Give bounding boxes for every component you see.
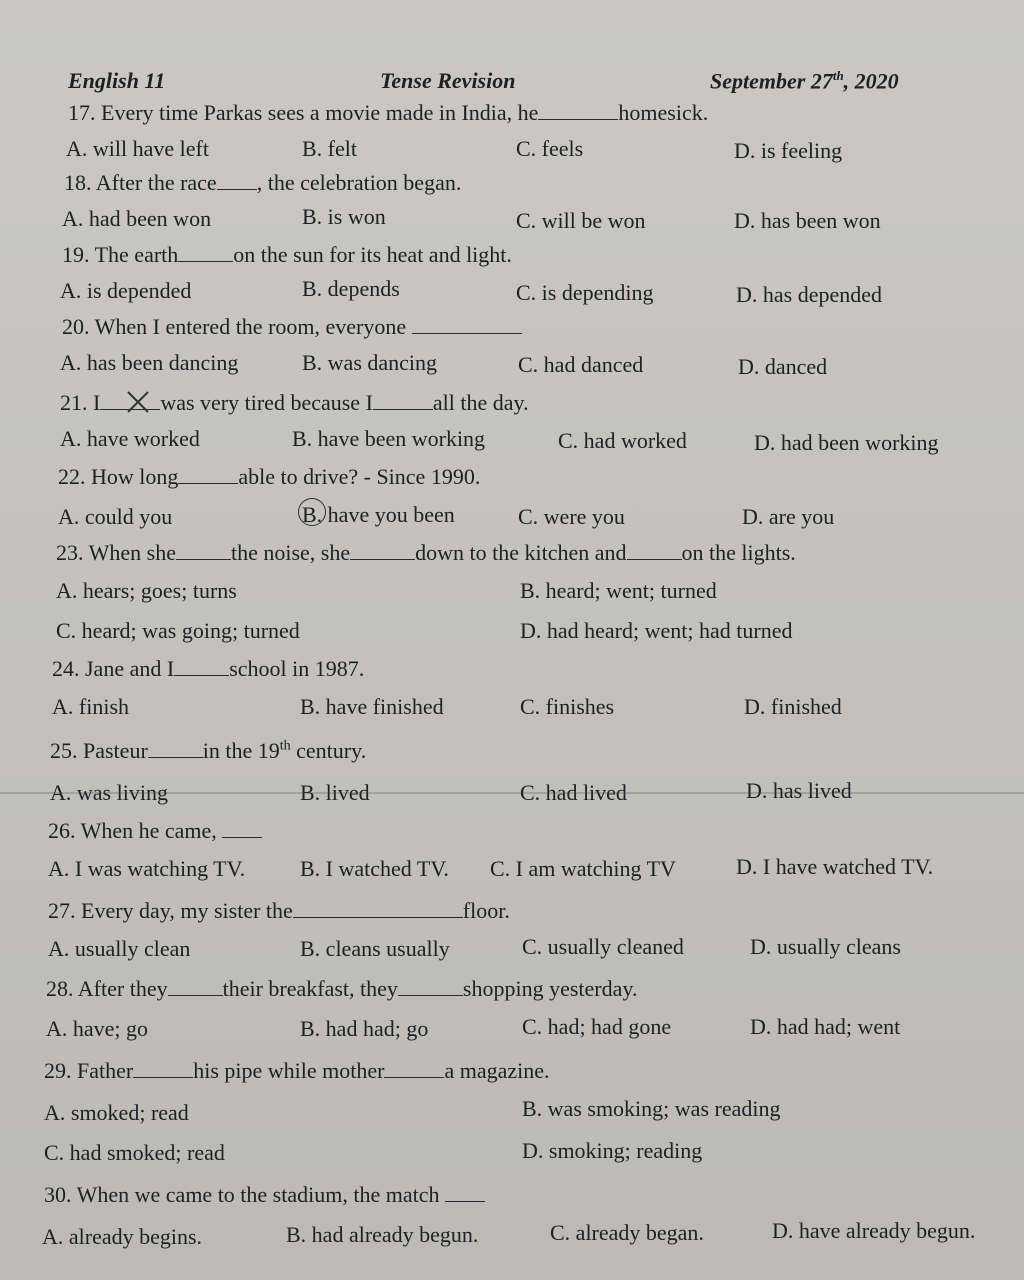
option-a[interactable]: A. hears; goes; turns [56, 578, 237, 603]
option-d[interactable]: D. has depended [736, 282, 883, 307]
option-b[interactable]: B. felt [302, 136, 357, 161]
option-c[interactable]: C. had worked [558, 428, 687, 453]
option-d[interactable]: D. had been working [754, 430, 939, 455]
option-c[interactable]: C. I am watching TV [490, 856, 676, 881]
question-25 [0, 738, 1024, 805]
option-a[interactable]: A. have; go [46, 1016, 149, 1041]
option-d[interactable]: D. has been won [734, 208, 881, 233]
option-b[interactable]: B. was dancing [302, 350, 438, 375]
option-a[interactable]: A. could you [58, 504, 173, 529]
paper-fold-line [0, 792, 1024, 794]
option-c[interactable]: C. were you [518, 504, 625, 529]
question-stem: 26. When he came, [48, 818, 262, 844]
option-c[interactable]: C. had; had gone [522, 1014, 672, 1039]
option-d[interactable]: D. is feeling [734, 138, 843, 163]
option-d[interactable]: D. had had; went [750, 1014, 901, 1039]
question-stem: 18. After the race , the celebration began. [64, 170, 462, 195]
worksheet-header [68, 68, 938, 98]
question-stem: 25. Pasteur in the 19th century. [50, 738, 367, 763]
option-a[interactable]: A. I was watching TV. [48, 856, 246, 881]
question-stem: 29. Father his pipe while mother a magazine. [44, 1058, 550, 1083]
option-a[interactable]: A. smoked; read [44, 1100, 189, 1125]
option-b[interactable]: B. I watched TV. [300, 856, 449, 881]
option-a[interactable]: A. already begins. [42, 1224, 203, 1249]
option-d[interactable]: D. I have watched TV. [736, 854, 934, 879]
option-a[interactable]: A. will have left [66, 136, 209, 161]
option-b[interactable]: B. had had; go [300, 1016, 429, 1041]
option-a[interactable]: A. usually clean [48, 936, 191, 961]
option-c[interactable]: C. had smoked; read [44, 1140, 225, 1165]
question-stem: 30. When we came to the stadium, the match [44, 1182, 485, 1208]
question-23 [0, 540, 1024, 643]
option-b[interactable]: B. have finished [300, 694, 444, 719]
option-c[interactable]: C. is depending [516, 280, 654, 305]
question-stem: 19. The earth on the sun for its heat and light. [62, 242, 512, 267]
option-b[interactable]: B. have been working [292, 426, 486, 451]
option-a[interactable]: A. have worked [60, 426, 200, 451]
question-18 [0, 170, 1024, 233]
option-a[interactable]: A. has been dancing [60, 350, 239, 375]
question-21 [0, 390, 1024, 455]
question-stem: 21. I was very tired because I all the day. [60, 390, 529, 415]
answer-circle-icon [298, 498, 326, 526]
question-19 [0, 242, 1024, 307]
option-c[interactable]: C. usually cleaned [522, 934, 684, 959]
question-22 [0, 464, 1024, 529]
option-a[interactable]: A. had been won [62, 206, 212, 231]
option-c[interactable]: C. had lived [520, 780, 627, 805]
option-c[interactable]: C. will be won [516, 208, 646, 233]
question-stem: 20. When I entered the room, everyone [62, 314, 522, 340]
option-c[interactable]: C. had danced [518, 352, 644, 377]
option-d[interactable]: D. are you [742, 504, 835, 529]
worksheet-title: Tense Revision [380, 68, 516, 93]
question-28 [0, 976, 1024, 1041]
option-a[interactable]: A. finish [52, 694, 129, 719]
option-c[interactable]: C. finishes [520, 694, 615, 719]
option-b[interactable]: B. is won [302, 204, 386, 229]
question-stem: 28. After they their breakfast, they shopping yesterday. [46, 976, 638, 1001]
question-17 [0, 100, 1024, 163]
option-d[interactable]: D. have already begun. [772, 1218, 976, 1243]
option-b[interactable]: B. heard; went; turned [520, 578, 717, 603]
option-d[interactable]: D. danced [738, 354, 828, 379]
option-b[interactable]: B. depends [302, 276, 400, 301]
question-20 [0, 314, 1024, 379]
question-stem: 23. When she the noise, she down to the kitchen and on the lights. [56, 540, 796, 565]
question-24 [0, 656, 1024, 719]
option-c[interactable]: C. already began. [550, 1220, 704, 1245]
subject-label: English 11 [68, 68, 166, 93]
question-27 [0, 898, 1024, 961]
option-d[interactable]: D. finished [744, 694, 842, 719]
option-a[interactable]: A. was living [50, 780, 168, 805]
question-26 [0, 818, 1024, 881]
question-29 [0, 1058, 1024, 1165]
worksheet-date: September 27th, 2020 [710, 68, 899, 94]
option-d[interactable]: D. has lived [746, 778, 852, 803]
option-b[interactable]: B. lived [300, 780, 370, 805]
option-d[interactable]: D. usually cleans [750, 934, 901, 959]
question-30 [0, 1182, 1024, 1249]
option-d[interactable]: D. had heard; went; had turned [520, 618, 793, 643]
option-b[interactable]: B. was smoking; was reading [522, 1096, 781, 1121]
option-c[interactable]: C. heard; was going; turned [56, 618, 300, 643]
option-b[interactable]: B. cleans usually [300, 936, 450, 961]
option-c[interactable]: C. feels [516, 136, 584, 161]
question-stem: 17. Every time Parkas sees a movie made in India, he homesick. [68, 100, 709, 125]
option-b[interactable]: B. had already begun. [286, 1222, 479, 1247]
cross-mark-icon [118, 388, 158, 416]
option-a[interactable]: A. is depended [60, 278, 192, 303]
question-stem: 24. Jane and I school in 1987. [52, 656, 365, 681]
question-stem: 22. How long able to drive? - Since 1990. [58, 464, 481, 489]
question-stem: 27. Every day, my sister the floor. [48, 898, 510, 923]
option-d[interactable]: D. smoking; reading [522, 1138, 703, 1163]
option-b[interactable]: B. have you been [302, 502, 455, 528]
